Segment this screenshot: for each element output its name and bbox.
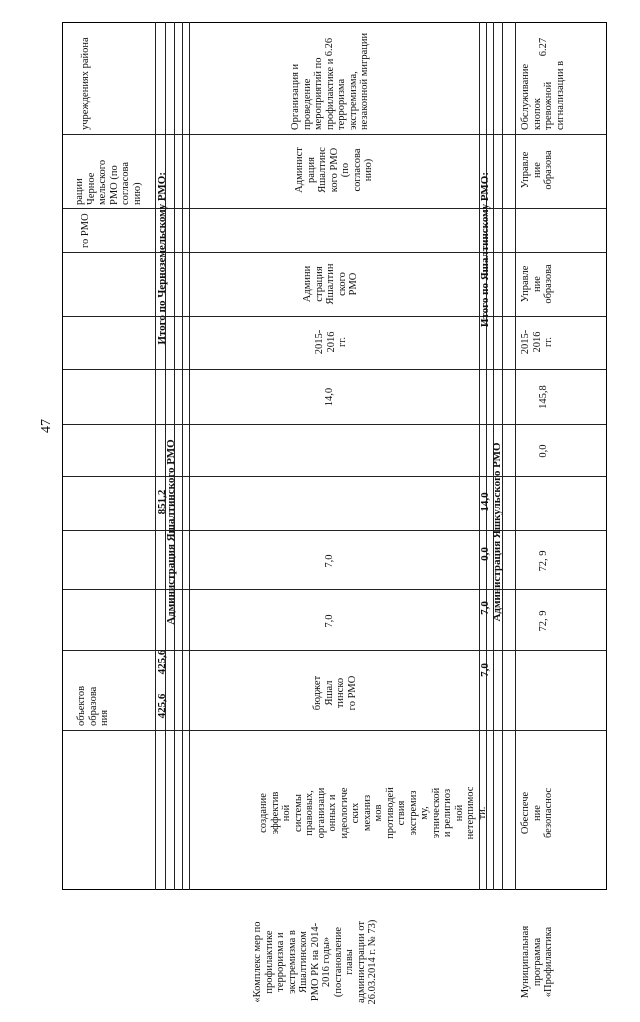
row-627-executor: Управле ние образова [520,150,554,190]
row-626-coexec: Админи страция Яшалтин ского РМО [302,263,359,305]
total-yashalta-2015: 7,0 [479,601,491,615]
cont-col11: объектов образова ния [76,685,110,726]
row-626-basis: «Комплекс мер по профилактике терроризма и экстремизма в Яшалтинском РМО РК на 2014- 2016 годы» (постановление главы администрации от 26.03.2014 г. № 73) [252,919,378,1005]
total-chernozem-2016: 425,6 [156,649,168,675]
total-yashalta-label: Итого по Яшалтинскому РМО: [479,172,491,328]
cont-col3: рации Черное мельского РМО (по согласова нию) [74,159,143,205]
row-627-2014: 0,0 [538,444,549,458]
row-626-source: бюджет Яшал тинско го РМО [312,675,358,711]
cont-col4: го РМО [80,213,91,248]
section-yashalta: Администрация Яшалтинского РМО [165,439,177,625]
row-626-2015: 7,0 [324,554,335,568]
row-627-num: 6.27 [538,37,549,57]
row-627-coexec: Управле ние образова [520,264,554,304]
section-yashkul: Администрация Яшкульского РМО [491,442,503,622]
row-626-sum: 14,0 [324,387,335,407]
row-627-2015: 72, 9 [538,550,549,572]
total-yashalta-2016: 7,0 [479,663,491,677]
total-chernozem-2017: 425,6 [156,693,168,719]
row-626-executor: Админист рация Яшалтинс кого РМО (по согласова нию) [294,147,374,193]
row-627-basis: Муниципальная программа «Профилактика [520,925,554,999]
cont-col2: учреждениях района [80,37,91,130]
row-626-num: 6.26 [324,37,335,57]
total-yashalta-2014: 0,0 [479,547,491,561]
row-627-sum: 145,8 [538,385,549,409]
row-627-result: Обеспече ние безопаснос [520,787,554,839]
row-626-period: 2015- 2016 гг. [314,329,348,355]
row-627-name: Обслуживание кнопок тревожной сигнализации в [520,60,566,130]
total-chernozem-label: Итого по Черноземельскому РМО: [156,172,168,345]
total-chernozem-sum: 851,2 [156,489,168,515]
row-626-result: создание эффектив ной системы правовых, организаци онных и идеологиче ских механиз мов противодей ствия экстремиз му, этнической и религиоз ной нетерпимос ти. [258,786,488,840]
total-yashalta-sum: 14,0 [479,492,491,512]
row-627-period: 2015- 2016 гг. [520,329,554,355]
row-627-2016: 72, 9 [538,610,549,632]
row-626-2016: 7,0 [324,614,335,628]
row-626-name: Организация и проведение мероприятий по профилактике и терроризма экстремизма, незаконной миграции [290,32,370,130]
rotated-table [62,22,607,1005]
page-number: 47 [39,419,54,433]
